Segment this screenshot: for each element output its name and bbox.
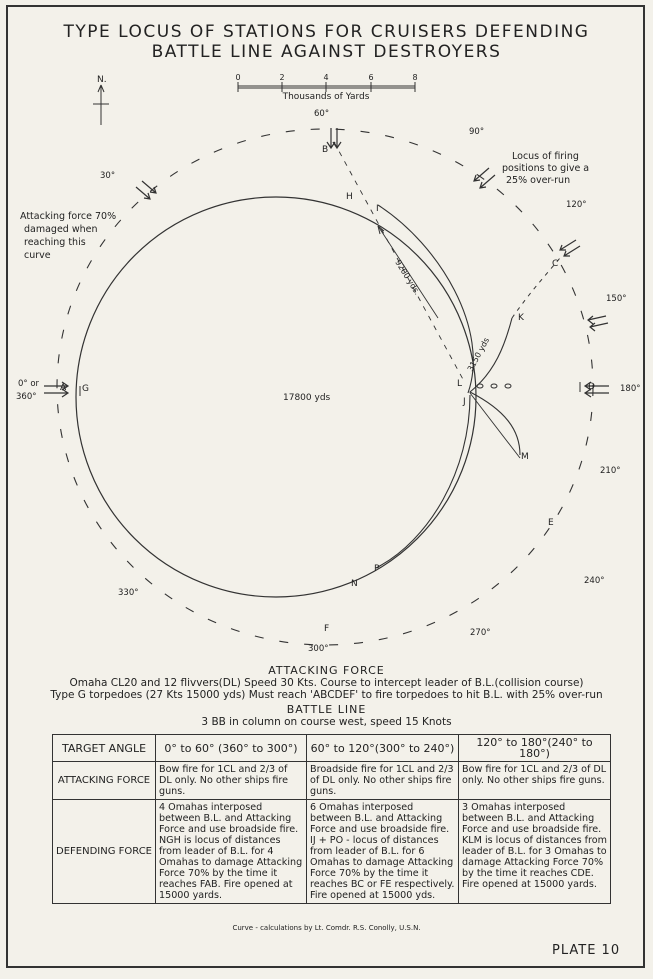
diameter-label: 17800 yds (283, 393, 331, 403)
scale-tick-label: 8 (412, 73, 418, 82)
table-cell: Bow fire for 1CL and 2/3 of DL only. No other ships fire guns. (459, 762, 611, 800)
distance-3150-label: 3150 yds (465, 336, 492, 373)
table-cell: 6 Omahas interposed between B.L. and Attacking Force and use broadside fire. IJ + PO - locus of distances from leader of B.L. for 6 Omahas to damage Attacking Force 70% by the time it reaches BC or FE respectively. Fire opened at 15000 yds. (307, 800, 459, 904)
angle-60-label: 60° (314, 109, 330, 119)
damage-note-line: reaching this (24, 237, 86, 248)
attack-arrow (590, 323, 608, 331)
scale-unit-label: Thousands of Yards (282, 92, 370, 102)
locus-note-line: Locus of firing (512, 151, 579, 162)
point-j-label: J (463, 397, 466, 407)
scale-tick-label: 6 (368, 73, 374, 82)
plate-number: PLATE 10 (552, 943, 621, 958)
point-f-label: F (324, 624, 330, 634)
angle-300-label: 300° (308, 644, 329, 654)
title-line-2: BATTLE LINE AGAINST DESTROYERS (151, 42, 502, 62)
angle-270-label: 270° (470, 628, 491, 638)
attacking-force-heading: ATTACKING FORCE (268, 664, 385, 677)
point-k-label: K (518, 313, 524, 323)
point-d-label: D (588, 382, 595, 392)
point-g-label: G (82, 384, 89, 394)
column-header: 60° to 120°(300° to 240°) (307, 735, 459, 762)
column-header: 120° to 180°(240° to 180°) (459, 735, 611, 762)
table-cell: 4 Omahas interposed between B.L. and Attacking Force and use broadside fire. NGH is locus of distances from leader of B.L. for 4 Omahas to damage Attacking Force 70% by the time it reaches FAB. Fire opened at 15000 yards. (156, 800, 307, 904)
attack-arrow (142, 181, 156, 193)
angle-330-label: 330° (118, 588, 139, 598)
angle-0-label: 0° or (18, 379, 40, 389)
title-line-1: TYPE LOCUS OF STATIONS FOR CRUISERS DEFENDING (63, 22, 590, 42)
angle-120-label: 120° (566, 200, 587, 210)
point-n-label: N (351, 579, 358, 589)
locus-note-line: positions to give a (502, 163, 590, 174)
scale-bar (238, 82, 415, 92)
attack-arrow (564, 246, 580, 256)
angle-30-label: 30° (100, 171, 116, 181)
battle-line-heading: BATTLE LINE (286, 703, 367, 716)
defending-force-row-header: DEFENDING FORCE (53, 800, 156, 904)
table-row (53, 735, 611, 762)
point-a-label: A (60, 383, 67, 393)
angle-0-label: 360° (16, 392, 37, 402)
scale-tick-label: 4 (323, 73, 329, 82)
fire-distribution-table (52, 734, 611, 904)
point-i-label: I (376, 204, 379, 214)
point-l-label: L (457, 379, 463, 389)
angle-240-label: 240° (584, 576, 605, 586)
credit-line: Curve - calculations by Lt. Comdr. R.S. Conolly, U.S.N. (232, 924, 421, 932)
point-b-label: B (322, 145, 329, 155)
angle-150-label: 150° (606, 294, 627, 304)
target-angle-header: TARGET ANGLE (53, 735, 156, 762)
attack-arrow (588, 316, 606, 324)
damage-note-line: curve (24, 250, 51, 261)
attacking-force-line-2: Type G torpedoes (27 Kts 15000 yds) Must reach 'ABCDEF' to fire torpedoes to hit B.L. with 25% over-run (50, 689, 603, 701)
curve-po (376, 395, 470, 568)
battle-line-ship (505, 384, 511, 388)
angle-90-label: 90° (469, 127, 485, 137)
table-cell: Bow fire for 1CL and 2/3 of DL only. No other ships fire guns. (156, 762, 307, 800)
table-row (53, 800, 611, 904)
compass-north-label: N. (97, 75, 107, 85)
attack-arrow (136, 187, 150, 199)
table-cell: Broadside fire for 1CL and 2/3 of DL only. No other ships fire guns. (307, 762, 459, 800)
attack-arrow (327, 128, 335, 148)
point-c-label: C (552, 259, 559, 269)
battle-line-text: 3 BB in column on course west, speed 15 Knots (201, 716, 452, 728)
attack-arrow (560, 240, 576, 250)
table-row (53, 762, 611, 800)
battle-line-ship (491, 384, 497, 388)
point-h-label: H (346, 192, 353, 202)
point-p-label: P (374, 564, 380, 574)
attack-arrow (333, 128, 341, 148)
point-e-label: E (548, 518, 554, 528)
scale-tick-label: 2 (279, 73, 285, 82)
attack-arrow (480, 175, 495, 188)
torpedo-firing-locus (57, 129, 593, 645)
battle-line-ship (477, 384, 483, 388)
column-header: 0° to 60° (360° to 300°) (156, 735, 307, 762)
damage-note-line: damaged when (24, 224, 98, 235)
point-m-label: M (521, 452, 529, 462)
damage-note-line: Attacking force 70% (20, 211, 117, 222)
angle-210-label: 210° (600, 466, 621, 476)
angle-180-label: 180° (620, 384, 641, 394)
attack-arrow (474, 168, 489, 181)
distance-9200-label: 9200 yds. (393, 258, 422, 297)
table-cell: 3 Omahas interposed between B.L. and Attacking Force and use broadside fire. KLM is locus of distances from leader of B.L. for 3 Omahas to damage Attacking Force 70% by the time it reaches CDE. Fire opened at 15000 yards. (459, 800, 611, 904)
locus-note-line: 25% over-run (506, 175, 571, 186)
attacking-force-line-1: Omaha CL20 and 12 flivvers(DL) Speed 30 Kts. Course to intercept leader of B.L.(collision course) (69, 677, 584, 689)
attacking-force-row-header: ATTACKING FORCE (53, 762, 156, 800)
scale-tick-label: 0 (235, 73, 241, 82)
